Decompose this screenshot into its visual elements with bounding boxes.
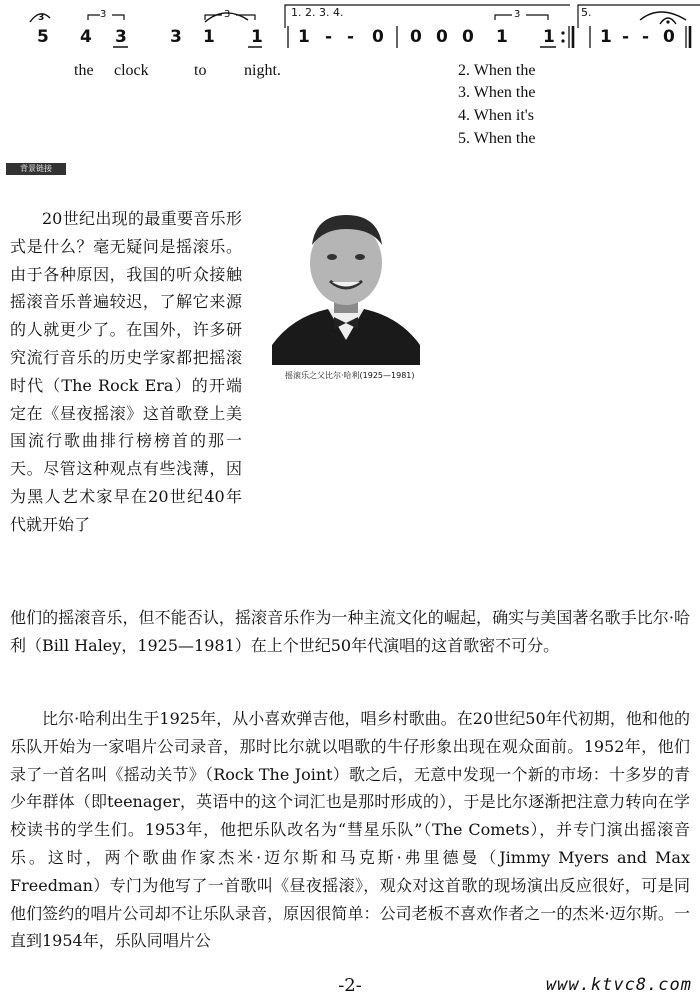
note: 0 — [663, 27, 675, 47]
second-ending-label: 5. — [581, 6, 592, 19]
note: 0 — [462, 27, 474, 47]
verse-line: 4. When it's — [458, 107, 534, 124]
photo-caption: 摇滚乐之父比尔·哈利(1925—1981) — [285, 371, 415, 380]
triplet-bracket — [495, 15, 548, 20]
section-tag: 背景链接 — [6, 163, 66, 175]
note: 1 — [251, 27, 263, 47]
verse-line: 2. When the — [458, 62, 536, 79]
page-number: -2- — [338, 975, 362, 996]
lyric-word: clock — [114, 62, 149, 79]
note: 3 — [170, 27, 182, 47]
paragraph-intro: 20世纪出现的最重要音乐形式是什么？毫无疑问是摇滚乐。由于各种原因，我国的听众接触摇滚音乐普遍较迟，了解它来源的人就更少了。在国外，许多研究流行音乐的历史学家都把摇滚时代（The Rock Era）的开端定在《昼夜摇滚》这首歌登上美国流行歌曲排行榜榜首的那一天。尽管这种观点有些浅薄，因为黑人艺术家早在20世纪40年代就开始了 — [10, 209, 242, 534]
lyric-word: to — [194, 62, 207, 79]
note: 5 — [37, 27, 49, 47]
note: 3 — [115, 27, 127, 47]
triplet-number: 3 — [224, 9, 231, 20]
note: 1 — [298, 27, 310, 47]
note: 4 — [80, 27, 92, 47]
first-ending-label: 1. 2. 3. 4. — [291, 6, 344, 19]
lyric-word: the — [74, 62, 94, 79]
note: 1 — [600, 27, 612, 47]
note: 0 — [410, 27, 422, 47]
site-watermark: www.ktvc8.com — [545, 975, 692, 995]
triplet-number: 3 — [514, 9, 521, 20]
verse-line: 3. When the — [458, 84, 536, 101]
music-score — [0, 0, 700, 160]
note: 0 — [372, 27, 384, 47]
note: - — [642, 27, 650, 47]
paragraph-biography: 比尔·哈利出生于1925年，从小喜欢弹吉他，唱乡村歌曲。在20世纪50年代初期，他和他的乐队开始为一家唱片公司录音，那时比尔就以唱歌的牛仔形象出现在观众面前。1952年，他们录了一首名叫《摇动关节》（Rock The Joint）歌之后，无意中发现一个新的市场：十多岁的青少年群体（即teenager，英语中的这个词汇也是那时形成的），于是比尔逐渐把注意力转向在学校读书的学生们。1953年，他把乐队改名为“彗星乐队”（The Comets），并专门演出摇滚音乐。这时，两个歌曲作家杰米·迈尔斯和马克斯·弗里德曼（Jimmy Myers and Max Freedman）专门为他写了一首歌叫《昼夜摇滚》，观众对这首歌的现场演出反应很好，可是同他们签约的唱片公司却不让乐队录音，原因很简单：公司老板不喜欢作者之一的杰米·迈尔斯。一直到1954年，乐队同唱片公 — [10, 709, 690, 951]
note: 1 — [496, 27, 508, 47]
lyric-word: night. — [244, 62, 281, 79]
portrait-photo — [272, 205, 420, 365]
second-ending-bracket — [578, 5, 700, 28]
slur-mark — [640, 12, 686, 20]
note: 1 — [203, 27, 215, 47]
note: - — [347, 27, 355, 47]
note: - — [325, 27, 333, 47]
triplet-number: 3 — [38, 13, 45, 23]
paragraph-intro-continued: 他们的摇滚音乐，但不能否认，摇滚音乐作为一种主流文化的崛起，确实与美国著名歌手比尔·哈利（Bill Haley，1925—1981）在上个世纪50年代演唱的这首歌密不可分。 — [10, 608, 690, 655]
triplet-number: 3 — [100, 9, 107, 20]
note: - — [622, 27, 630, 47]
note: 1 — [543, 27, 555, 47]
note: 0 — [436, 27, 448, 47]
verse-line: 5. When the — [458, 130, 536, 147]
